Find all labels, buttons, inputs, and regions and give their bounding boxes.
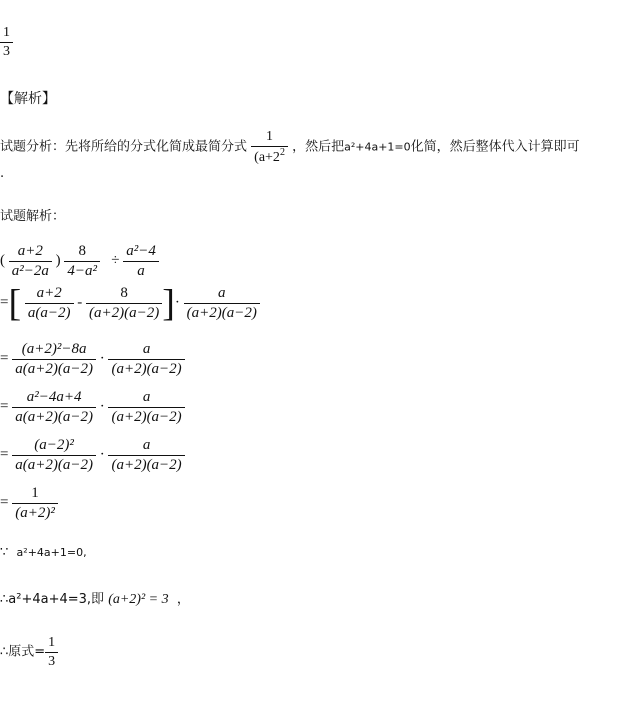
therefore-math: (a+2)² = 3 (108, 592, 169, 607)
step2-eq: = (0, 294, 9, 311)
step3-frac-1 (12, 340, 96, 379)
analysis-tail: 化简，然后整体代入计算即可 (410, 139, 580, 155)
step2-f1-num: a+2 (25, 284, 74, 304)
analysis-equation: a²+4a+1=0 (344, 140, 411, 154)
step5-frac-2 (108, 436, 184, 475)
step4-f2-num: a (108, 388, 184, 408)
step4-frac-2 (108, 388, 184, 427)
result-num: 1 (45, 634, 58, 653)
because-text: a²+4a+1=0, (16, 546, 87, 559)
step1-frac-3 (123, 242, 159, 281)
step2-f2-num: 8 (86, 284, 162, 304)
step-5 (0, 436, 185, 475)
step3-dot: · (99, 350, 105, 367)
step5-f2-den: (a+2)(a−2) (111, 456, 182, 473)
step2-frac-3 (184, 284, 260, 323)
step1-frac-2 (64, 242, 100, 281)
step2-f2-den: (a+2)(a−2) (89, 304, 160, 321)
analysis-frac-den: (a+2 (254, 149, 280, 165)
step2-lbracket: [ (8, 282, 22, 325)
step-2 (0, 284, 260, 323)
analysis-dot: . (0, 166, 5, 181)
step-3 (0, 340, 185, 379)
step-1 (0, 242, 159, 281)
step3-eq: = (0, 350, 9, 367)
result-den: 3 (48, 653, 56, 669)
answer-denominator: 3 (3, 43, 10, 59)
step6-eq: = (0, 494, 9, 511)
step1-frac-1 (9, 242, 52, 281)
step6-num: 1 (12, 484, 58, 504)
because-symbol: ∵ (0, 545, 9, 560)
step5-eq: = (0, 446, 9, 463)
analysis-frac-den-exp: 2 (279, 146, 285, 158)
step5-dot: · (99, 446, 105, 463)
analysis-lead: 试题分析：先将所给的分式化简成最简分式 (0, 139, 248, 155)
step-6 (0, 484, 58, 523)
analysis-fraction (251, 128, 288, 166)
step3-f1-num: (a+2)²−8a (12, 340, 96, 360)
step1-f1-den: a²−2a (11, 262, 49, 279)
step4-f1-den: a(a+2)(a−2) (15, 408, 93, 425)
step1-op: ÷ (111, 252, 120, 269)
step5-frac-1 (12, 436, 96, 475)
step4-f1-num: a²−4a+4 (12, 388, 96, 408)
step3-f1-den: a(a+2)(a−2) (15, 360, 93, 377)
step4-f2-den: (a+2)(a−2) (111, 408, 182, 425)
because-line (0, 545, 87, 560)
therefore-tail: ， (176, 592, 190, 607)
step-4 (0, 388, 185, 427)
result-text: ∴原式= (0, 644, 46, 660)
step4-dot: · (99, 398, 105, 415)
step2-frac-2 (86, 284, 162, 323)
analysis-frac-den-wrap (251, 147, 288, 167)
step1-close: ) (55, 252, 61, 269)
step2-minus: - (77, 294, 83, 311)
result-fraction (45, 634, 58, 670)
step6-den: (a+2)² (15, 504, 55, 521)
step4-frac-1 (12, 388, 96, 427)
solution-label: 试题解析： (0, 209, 66, 224)
step3-f2-num: a (108, 340, 184, 360)
analysis-frac-num: 1 (251, 128, 288, 147)
step3-frac-2 (108, 340, 184, 379)
step1-f2-den: 4−a² (67, 262, 97, 279)
step2-f3-num: a (184, 284, 260, 304)
step4-eq: = (0, 398, 9, 415)
answer-numerator: 1 (0, 24, 13, 43)
therefore-line (0, 588, 190, 608)
result-line (0, 634, 58, 670)
step5-f1-num: (a−2)² (12, 436, 96, 456)
answer-fraction (0, 24, 13, 60)
step2-rbracket: ] (162, 282, 175, 325)
step1-f1-num: a+2 (9, 242, 52, 262)
step3-f2-den: (a+2)(a−2) (111, 360, 182, 377)
step2-f3-den: (a+2)(a−2) (186, 304, 257, 321)
step2-frac-1 (25, 284, 74, 323)
step2-dot: · (174, 294, 180, 311)
step6-frac (12, 484, 58, 523)
analysis-line (0, 128, 580, 166)
step5-f2-num: a (108, 436, 184, 456)
step2-f1-den: a(a−2) (27, 304, 71, 321)
step5-f1-den: a(a+2)(a−2) (15, 456, 93, 473)
step1-f3-num: a²−4 (123, 242, 159, 262)
step1-open: ( (0, 252, 5, 269)
analysis-middle: ，然后把 (292, 139, 345, 155)
step1-f2-num: 8 (64, 242, 100, 262)
therefore-text: ∴a²+4a+4=3,即 (0, 592, 105, 607)
section-title: 【解析】 (0, 91, 56, 107)
step1-f3-den: a (137, 262, 145, 279)
